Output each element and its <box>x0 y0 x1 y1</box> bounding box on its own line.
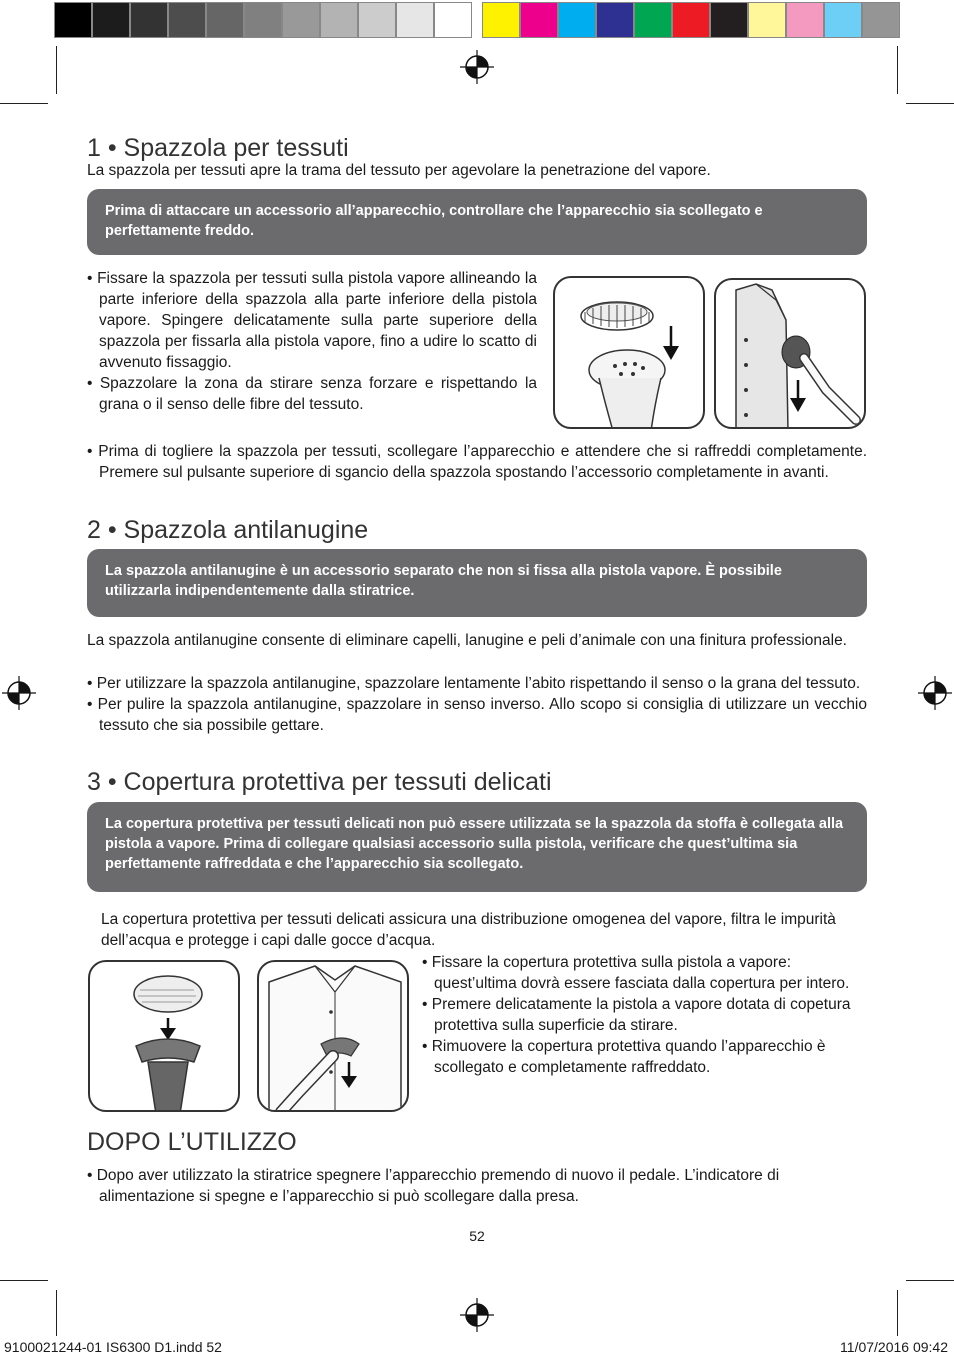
crop-mark <box>0 103 48 104</box>
crop-mark <box>906 103 954 104</box>
color-swatch <box>672 2 710 38</box>
list-item: • Rimuovere la copertura protettiva quando l’apparecchio è scollegato e completamente raffreddato. <box>422 1036 862 1078</box>
registration-mark-icon <box>460 50 494 84</box>
section2-info-note: La spazzola antilanugine è un accessorio separato che non si fissa alla pistola vapore. È possibile utilizzarla indipendentemente dalla stiratrice. <box>87 549 867 617</box>
color-swatch <box>824 2 862 38</box>
color-swatch <box>634 2 672 38</box>
color-swatch <box>862 2 900 38</box>
list-item: • Fissare la copertura protettiva sulla pistola a vapore: quest’ultima dovrà essere fasciata dalla copertura per intero. <box>422 952 862 994</box>
section3-intro: La copertura protettiva per tessuti delicati assicura una distribuzione omogenea del vapore, filtra le impurità dell’acqua e protegge i capi dalle gocce d’acqua. <box>101 911 836 949</box>
list-item: • Fissare la spazzola per tessuti sulla pistola vapore allineando la parte inferiore della spazzola alla parte inferiore della pistola vapore. Spingere delicatamente sulla parte superiore della spazzola per fissarla alla pistola vapore, fino a udire lo scatto di avvenuto fissaggio. <box>87 268 537 373</box>
process-color-bar <box>482 2 900 38</box>
section2-intro: La spazzola antilanugine consente di eliminare capelli, lanugine e peli d’animale con una finitura professionale. <box>87 632 847 649</box>
color-swatch <box>358 2 396 38</box>
crop-mark <box>906 1280 954 1281</box>
section3-bullets <box>422 952 862 1078</box>
color-swatch <box>206 2 244 38</box>
color-swatch <box>710 2 748 38</box>
section3-warning-note: La copertura protettiva per tessuti delicati non può essere utilizzata se la spazzola da stoffa è collegata alla pistola a vapore. Prima di collegare qualsiasi accessorio sulla pistola, verificare che quest’ultima sia perfettamente raffreddata e che l’apparecchio sia scollegato. <box>87 802 867 892</box>
color-swatch <box>596 2 634 38</box>
color-swatch <box>482 2 520 38</box>
page-number: 52 <box>469 1228 485 1244</box>
gray-color-bar <box>54 2 472 38</box>
list-item: • Per pulire la spazzola antilanugine, spazzolare in senso inverso. Allo scopo si consiglia di utilizzare un vecchio tessuto che sia possibile gettare. <box>87 694 867 736</box>
cover-attach-illustration <box>88 960 240 1112</box>
color-swatch <box>54 2 92 38</box>
color-swatch <box>786 2 824 38</box>
color-swatch <box>558 2 596 38</box>
color-swatch <box>520 2 558 38</box>
section1-bullet-full <box>87 441 867 483</box>
color-swatch <box>92 2 130 38</box>
registration-mark-icon <box>460 1298 494 1332</box>
section2-bullets <box>87 673 867 736</box>
section1-title: 1 • Spazzola per tessuti <box>87 134 349 162</box>
crop-mark <box>56 46 57 94</box>
color-swatch <box>282 2 320 38</box>
list-item: • Premere delicatamente la pistola a vapore dotata di copetura protettiva sulla superficie da stirare. <box>422 994 862 1036</box>
color-swatch <box>168 2 206 38</box>
section2-title: 2 • Spazzola antilanugine <box>87 516 369 544</box>
after-use-bullets <box>87 1165 867 1207</box>
list-item: • Per utilizzare la spazzola antilanugine, spazzolare lentamente l’abito rispettando il senso o la grana del tessuto. <box>87 673 867 694</box>
list-item: • Prima di togliere la spazzola per tessuti, scollegare l’apparecchio e attendere che si raffreddi completamente. Premere sul pulsante superiore di sgancio della spazzola spostando l’accessorio completamente in avanti. <box>87 441 867 483</box>
crop-mark <box>0 1280 48 1281</box>
list-item: • Dopo aver utilizzato la stiratrice spegnere l’apparecchio premendo di nuovo il pedale. L’indicatore di alimentazione si spegne e l’apparecchio si può scollegare dalla presa. <box>87 1165 867 1207</box>
footer-timestamp: 11/07/2016 09:42 <box>840 1339 948 1355</box>
list-item: • Spazzolare la zona da stirare senza forzare e rispettando la grana o il senso delle fibre del tessuto. <box>87 373 537 415</box>
color-swatch <box>130 2 168 38</box>
section1-bullets <box>87 268 537 415</box>
color-swatch <box>244 2 282 38</box>
registration-mark-icon <box>918 676 952 710</box>
color-swatch <box>396 2 434 38</box>
section1-intro: La spazzola per tessuti apre la trama del tessuto per agevolare la penetrazione del vapore. <box>87 162 711 179</box>
brush-attach-illustration <box>553 276 705 429</box>
section1-warning-note: Prima di attaccare un accessorio all’apparecchio, controllare che l’apparecchio sia scollegato e perfettamente freddo. <box>87 189 867 255</box>
brushing-garment-illustration <box>714 278 866 429</box>
color-swatch <box>320 2 358 38</box>
crop-mark <box>897 46 898 94</box>
section3-title: 3 • Copertura protettiva per tessuti delicati <box>87 768 552 796</box>
crop-mark <box>897 1290 898 1336</box>
crop-mark <box>56 1290 57 1336</box>
registration-mark-icon <box>2 676 36 710</box>
cover-on-shirt-illustration <box>257 960 409 1112</box>
color-swatch <box>748 2 786 38</box>
footer-file-info: 9100021244-01 IS6300 D1.indd 52 <box>4 1339 222 1355</box>
color-swatch <box>434 2 472 38</box>
after-use-title: DOPO L’UTILIZZO <box>87 1128 297 1156</box>
